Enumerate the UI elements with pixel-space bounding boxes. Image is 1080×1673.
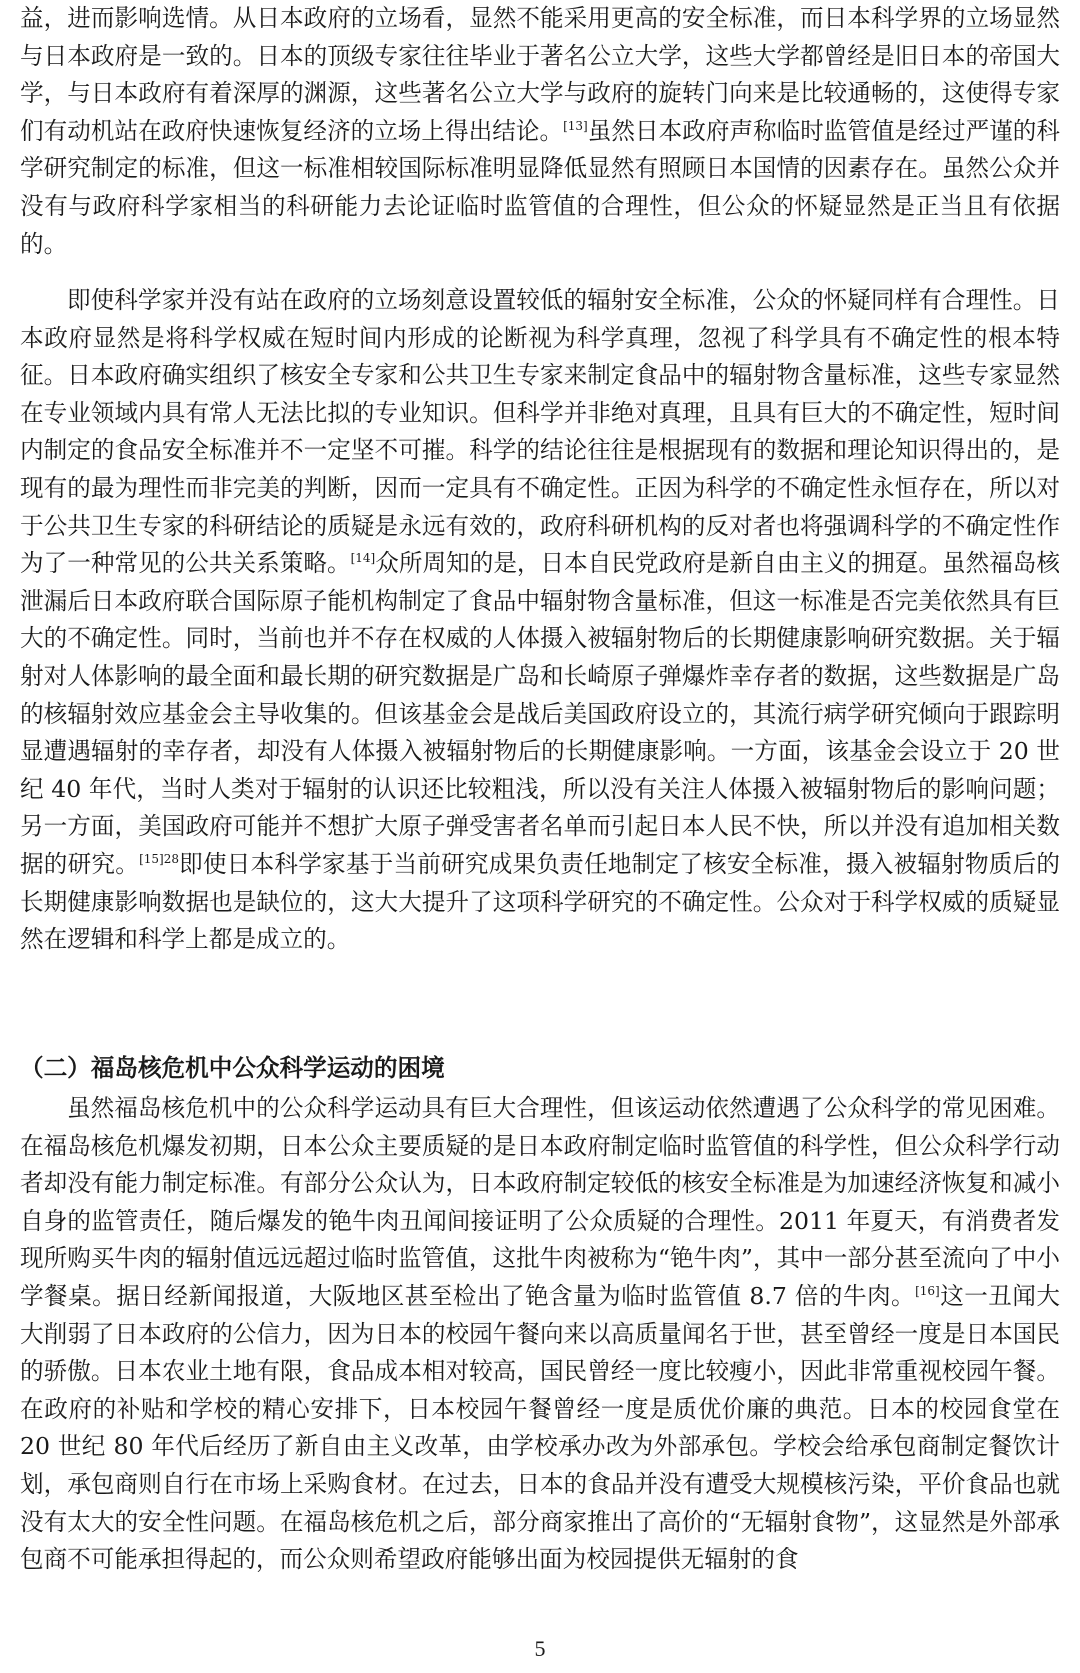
paragraph-1-text-1: 益，进而影响选情。从日本政府的立场看，显然不能采用更高的安全标准，而日本科学界的立场显然与日本政府是一致的。日本的顶级专家往往毕业于著名公立大学，这些大学都曾经是旧日本的帝国大学，与日本政府有着深厚的渊源，这些著名公立大学与政府的旋转门向来是比较通畅的，这使得专家们有动机站在政府快速恢复经济的立场上得出结论。 <box>20 4 1060 145</box>
section-heading: （二）福岛核危机中公众科学运动的困境 <box>20 1054 445 1082</box>
paragraph-2-text-2: 众所周知的是，日本自民党政府是新自由主义的拥趸。虽然福岛核泄漏后日本政府联合国际原子能机构制定了食品中辐射物含量标准，但这一标准是否完美依然具有巨大的不确定性。同时，当前也并不存在权威的人体摄入被辐射物后的长期健康影响研究数据。关于辐射对人体影响的最全面和最长期的研究数据是广岛和长崎原子弹爆炸幸存者的数据，这些数据是广岛的核辐射效应基金会主导收集的。但该基金会是战后美国政府设立的，其流行病学研究倾向于跟踪明显遭遇辐射的幸存者，却没有人体摄入被辐射物后的长期健康影响。一方面，该基金会设立于 20 世纪 40 年代，当时人类对于辐射的认识还比较粗浅，所以没有关注人体摄入被辐射物后的影响问题；另一方面，美国政府可能并不想扩大原子弹受害者名单而引起日本人民不快，所以并没有追加相关数据的研究。 <box>20 549 1061 878</box>
document-page <box>20 0 1060 1673</box>
paragraph-3 <box>20 1090 1060 1579</box>
citation-ref-13: [13] <box>563 118 588 133</box>
paragraph-3-text-2: 这一丑闻大大削弱了日本政府的公信力，因为日本的校园午餐向来以高质量闻名于世，甚至曾经一度是日本国民的骄傲。日本农业土地有限，食品成本相对较高，国民曾经一度比较瘦小，因此非常重视校园午餐。在政府的补贴和学校的精心安排下，日本校园午餐曾经一度是质优价廉的典范。日本的校园食堂在 20 世纪 80 年代后经历了新自由主义改革，由学校承办改为外部承包。学校会给承包商制定餐饮计划，承包商则自行在市场上采购食材。在过去，日本的食品并没有遭受大规模核污染，平价食品也就没有太大的安全性问题。在福岛核危机之后，部分商家推出了高价的“无辐射食物”，这显然是外部承包商不可能承担得起的，而公众则希望政府能够出面为校园提供无辐射的食 <box>20 1281 1060 1574</box>
citation-ref-15: [15]28 <box>139 852 179 867</box>
paragraph-2-text-1: 即使科学家并没有站在政府的立场刻意设置较低的辐射安全标准，公众的怀疑同样有合理性。日本政府显然是将科学权威在短时间内形成的论断视为科学真理，忽视了科学具有不确定性的根本特征。日本政府确实组织了核安全专家和公共卫生专家来制定食品中的辐射物含量标准，这些专家显然在专业领域内具有常人无法比拟的专业知识。但科学并非绝对真理，且具有巨大的不确定性，短时间内制定的食品安全标准并不一定坚不可摧。科学的结论往往是根据现有的数据和理论知识得出的，是现有的最为理性而非完美的判断，因而一定具有不确定性。正因为科学的不确定性永恒存在，所以对于公共卫生专家的科研结论的质疑是永远有效的，政府科研机构的反对者也将强调科学的不确定性作为了一种常见的公共关系策略。 <box>20 286 1060 578</box>
citation-ref-14: [14] <box>350 551 376 566</box>
citation-ref-16: [16] <box>915 1284 940 1299</box>
page-number: 5 <box>534 1636 546 1661</box>
paragraph-1 <box>20 0 1060 263</box>
paragraph-3-text-1: 虽然福岛核危机中的公众科学运动具有巨大合理性，但该运动依然遭遇了公众科学的常见困难。在福岛核危机爆发初期，日本公众主要质疑的是日本政府制定临时监管值的科学性，但公众科学行动者却没有能力制定标准。有部分公众认为，日本政府制定较低的核安全标准是为加速经济恢复和减小自身的监管责任，随后爆发的铯牛肉丑闻间接证明了公众质疑的合理性。2011 年夏天，有消费者发现所购买牛肉的辐射值远远超过临时监管值，这批牛肉被称为“铯牛肉”，其中一部分甚至流向了中小学餐桌。据日经新闻报道，大阪地区甚至检出了铯含量为临时监管值 8.7 倍的牛肉。 <box>20 1094 1060 1310</box>
paragraph-2-text-3: 即使日本科学家基于当前研究成果负责任地制定了核安全标准，摄入被辐射物质后的长期健康影响数据也是缺位的，这大大提升了这项科学研究的不确定性。公众对于科学权威的质疑显然在逻辑和科学上都是成立的。 <box>20 849 1061 954</box>
paragraph-1-text-2: 虽然日本政府声称临时监管值是经过严谨的科学研究制定的标准，但这一标准相较国际标准明显降低显然有照顾日本国情的因素存在。虽然公众并没有与政府科学家相当的科研能力去论证临时监管值的合理性，但公众的怀疑显然是正当且有依据的。 <box>20 116 1061 258</box>
paragraph-2 <box>20 282 1060 959</box>
